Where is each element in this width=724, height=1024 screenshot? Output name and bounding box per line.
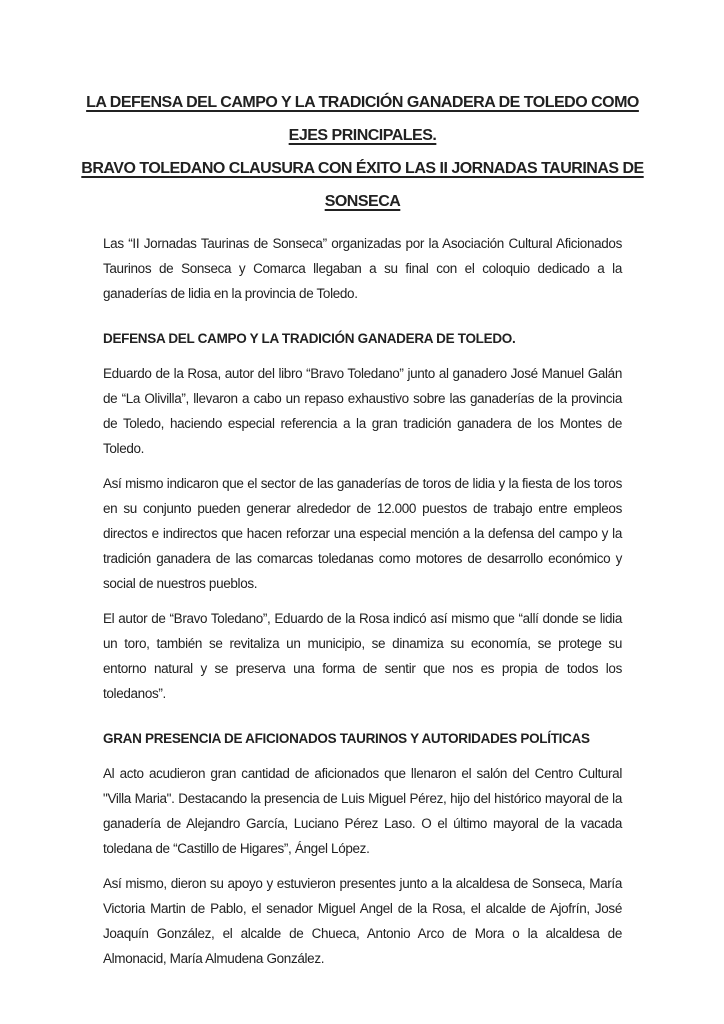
paragraph-cita-autor: El autor de “Bravo Toledano”, Eduardo de la Rosa indicó así mismo que “allí donde se lidia un toro, también se revitaliza un municipio, se dinamiza su economía, se protege su entorno natural y se preserva una forma de sentir que nos es propia de todos los toledanos”. — [103, 611, 622, 701]
subtitle-line-1: BRAVO TOLEDANO CLAUSURA CON ÉXITO LAS II JORNADAS TAURINAS DE — [81, 160, 644, 177]
paragraph-eduardo-de-la-rosa: Eduardo de la Rosa, autor del libro “Bravo Toledano” junto al ganadero José Manuel Galán de “La Olivilla”, llevaron a cabo un repaso exhaustivo sobre las ganaderías de la provincia de Toledo, haciendo especial referencia a la gran tradición ganadera de los Montes de Toledo. — [103, 366, 622, 456]
main-title-line-1: LA DEFENSA DEL CAMPO Y LA TRADICIÓN GANADERA DE TOLEDO COMO — [86, 94, 639, 111]
subtitle-line-2: SONSECA — [324, 193, 401, 210]
paragraph-asistentes-centro-cultural: Al acto acudieron gran cantidad de aficionados que llenaron el salón del Centro Cultural "Villa Maria". Destacando la presencia de Luis Miguel Pérez, hijo del histórico mayoral de la ganadería de Alejandro García, Luciano Pérez Laso. O el último mayoral de la vacada toledana de “Castillo de Higares”, Ángel López. — [103, 766, 622, 856]
main-title — [86, 86, 639, 152]
subtitle — [81, 152, 644, 218]
intro-paragraph: Las “II Jornadas Taurinas de Sonseca” organizadas por la Asociación Cultural Aficionados Taurinos de Sonseca y Comarca llegaban a su final con el coloquio dedicado a la ganaderías de lidia en la provincia de Toledo. — [103, 236, 622, 301]
section-heading-defensa-del-campo: DEFENSA DEL CAMPO Y LA TRADICIÓN GANADERA DE TOLEDO. — [103, 331, 516, 346]
main-title-line-2: EJES PRINCIPALES. — [288, 127, 437, 144]
section-heading-gran-presencia: GRAN PRESENCIA DE AFICIONADOS TAURINOS Y AUTORIDADES POLÍTICAS — [103, 731, 590, 746]
paragraph-sector-ganaderias: Así mismo indicaron que el sector de las ganaderías de toros de lidia y la fiesta de los toros en su conjunto pueden generar alrededor de 12.000 puestos de trabajo entre empleos directos e indirectos que hacen reforzar una especial mención a la defensa del campo y la tradición ganadera de las comarcas toledanas como motores de desarrollo económico y social de nuestros pueblos. — [103, 476, 622, 591]
paragraph-autoridades-politicas: Así mismo, dieron su apoyo y estuvieron presentes junto a la alcaldesa de Sonseca, María Victoria Martin de Pablo, el senador Miguel Angel de la Rosa, el alcalde de Ajofrín, José Joaquín González, el alcalde de Chueca, Antonio Arco de Mora o la alcaldesa de Almonacid, María Almudena González. — [103, 876, 622, 966]
